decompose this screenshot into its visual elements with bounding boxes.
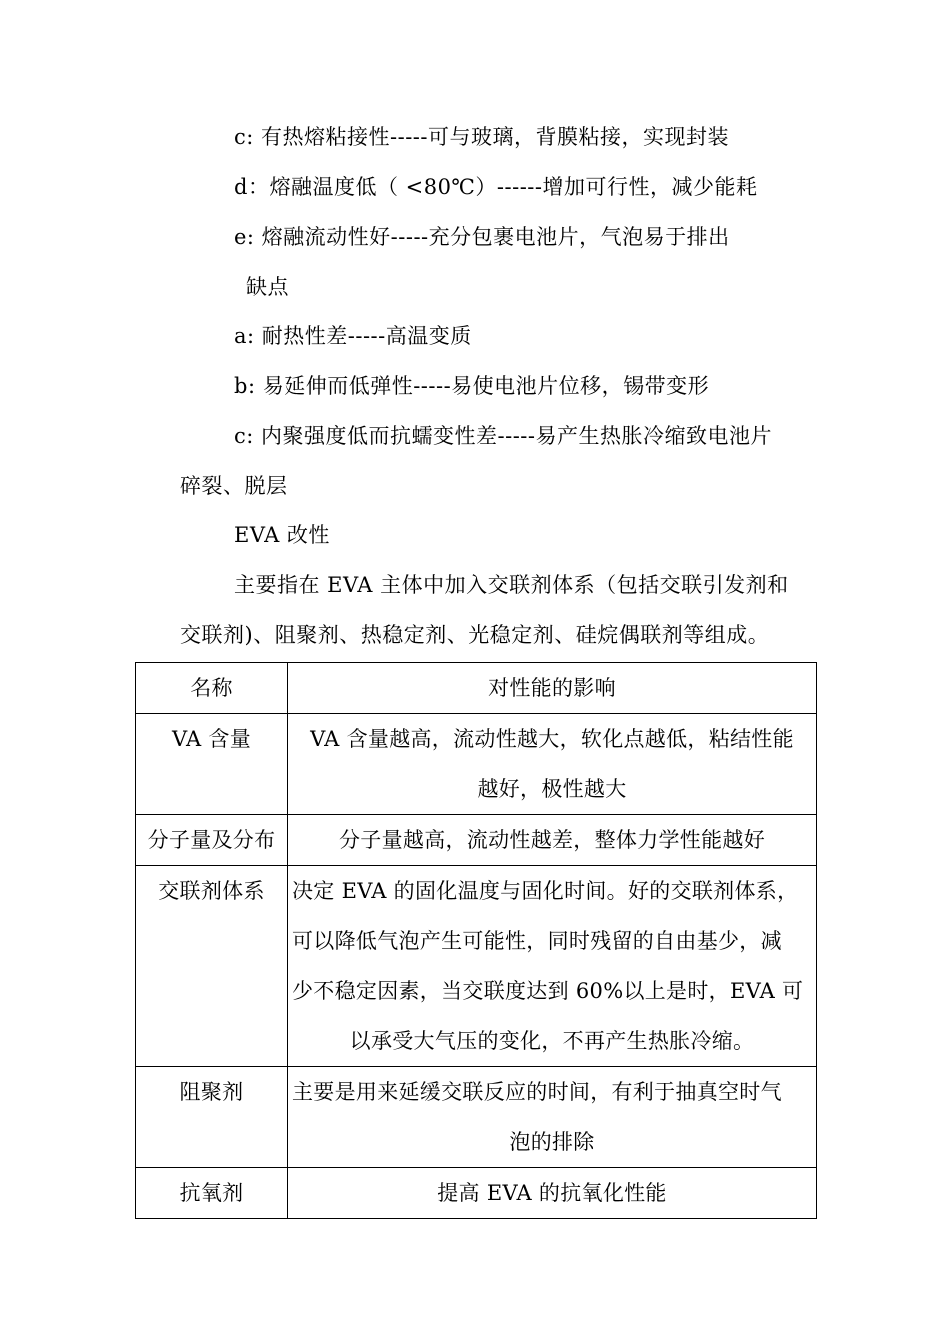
table-row [136, 815, 817, 866]
defect-c-line2: 碎裂、脱层 [180, 474, 288, 498]
row-name: 交联剂体系 [136, 866, 288, 1067]
effect-line: VA 含量越高，流动性越大，软化点越低，粘结性能 [310, 727, 794, 751]
effect-line: 主要是用来延缓交联反应的时间，有利于抽真空时气 [292, 1080, 782, 1104]
header-effect: 对性能的影响 [288, 663, 817, 714]
properties-table [135, 662, 817, 1219]
effect-line: 越好，极性越大 [477, 777, 627, 801]
row-effect [288, 1067, 817, 1168]
effect-line: 以承受大气压的变化，不再产生热胀冷缩。 [349, 1029, 755, 1053]
row-effect [288, 815, 817, 866]
eva-modification-heading: EVA 改性 [234, 523, 330, 547]
defect-a: a: 耐热性差-----高温变质 [234, 324, 472, 348]
table-header-row [136, 663, 817, 714]
table-row [136, 866, 817, 1067]
table-row [136, 1168, 817, 1219]
intro-line2: 交联剂)、阻聚剂、热稳定剂、光稳定剂、硅烷偶联剂等组成。 [180, 623, 770, 647]
effect-line: 提高 EVA 的抗氧化性能 [437, 1181, 667, 1205]
advantage-c: c: 有热熔粘接性-----可与玻璃，背膜粘接，实现封装 [234, 125, 729, 149]
header-name: 名称 [136, 663, 288, 714]
row-name: 阻聚剂 [136, 1067, 288, 1168]
row-name: 分子量及分布 [136, 815, 288, 866]
row-effect [288, 714, 817, 815]
defect-c-line1: c: 内聚强度低而抗蠕变性差-----易产生热胀冷缩致电池片 [234, 424, 772, 448]
advantage-e: e: 熔融流动性好-----充分包裹电池片，气泡易于排出 [234, 225, 730, 249]
row-effect [288, 1168, 817, 1219]
effect-line: 可以降低气泡产生可能性，同时残留的自由基少，减 [292, 929, 782, 953]
defect-b: b: 易延伸而低弹性-----易使电池片位移，锡带变形 [234, 374, 710, 398]
effect-line: 少不稳定因素，当交联度达到 60%以上是时，EVA 可 [292, 979, 804, 1003]
table-row [136, 1067, 817, 1168]
effect-line: 分子量越高，流动性越差，整体力学性能越好 [339, 828, 765, 852]
defects-heading: 缺点 [246, 275, 289, 299]
advantage-d: d：熔融温度低（ <80℃）------增加可行性，减少能耗 [234, 175, 758, 199]
row-name: VA 含量 [136, 714, 288, 815]
table-row [136, 714, 817, 815]
row-effect [288, 866, 817, 1067]
intro-line1: 主要指在 EVA 主体中加入交联剂体系（包括交联引发剂和 [234, 573, 789, 597]
row-name: 抗氧剂 [136, 1168, 288, 1219]
effect-line: 决定 EVA 的固化温度与固化时间。好的交联剂体系， [292, 879, 799, 903]
effect-line: 泡的排除 [509, 1130, 595, 1154]
